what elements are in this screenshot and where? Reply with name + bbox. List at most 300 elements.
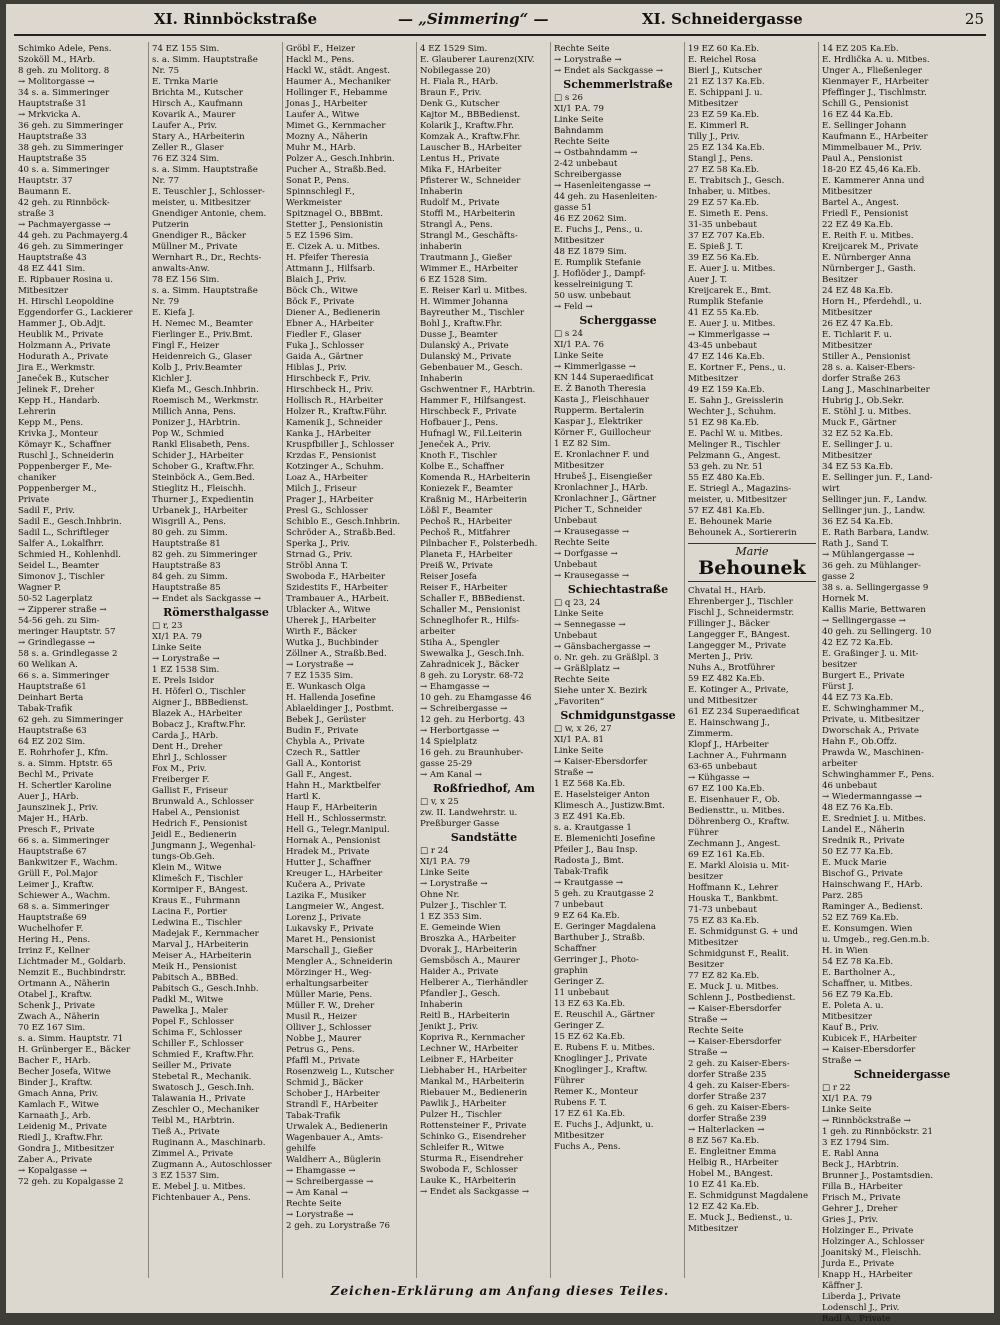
directory-line: E. Trabitsch J., Gesch. — [688, 176, 785, 186]
directory-line: 39 EZ 56 Ka.Eb. — [688, 253, 760, 263]
directory-line: Riedl J., Kraftw.Fhr. — [18, 1133, 104, 1143]
directory-line: 50 usw. unbebaut — [554, 291, 631, 301]
directory-line: 16 geh. zu Braunhuber- — [420, 748, 524, 758]
directory-line: Straße → — [688, 1015, 728, 1025]
directory-line: Klopf J., HArbeiter — [688, 740, 769, 750]
directory-line: Madejak F., Kernmacher — [152, 929, 259, 939]
directory-line: → Endet als Sackgasse → — [420, 1187, 530, 1197]
directory-line: Reitl B., HArbeiterin — [420, 1011, 510, 1021]
directory-line: Fichtenbauer A., Pens. — [152, 1193, 251, 1203]
directory-line: Wirth F., Bäcker — [286, 627, 357, 637]
column-4 — [420, 44, 548, 1266]
directory-line: → Gänsbachergasse → — [554, 642, 651, 652]
directory-line: E. Auer J. u. Mitbes. — [688, 319, 776, 329]
directory-line: Filla B., HArbeiter — [822, 1182, 903, 1192]
directory-line: Houska T., Bankbmt. — [688, 894, 779, 904]
directory-line: Schiller F., Schlosser — [152, 1039, 244, 1049]
directory-page — [6, 4, 994, 1324]
directory-line: 32 EZ 52 Ka.Eb. — [822, 429, 894, 439]
directory-line: Geringer Z. — [554, 977, 605, 987]
directory-line: Mitbesitzer — [554, 461, 604, 471]
directory-line: Schenk J., Private — [18, 1001, 95, 1011]
directory-line: Brichta M., Kutscher — [152, 88, 243, 98]
directory-line: H. Nemec M., Beamter — [152, 319, 253, 329]
directory-line: Padkl M., Witwe — [152, 995, 224, 1005]
directory-line: Mitbesitzer — [554, 236, 604, 246]
directory-line: Hackl M., Pens. — [286, 55, 355, 65]
directory-line: 48 EZ 1879 Sim. — [554, 247, 627, 257]
directory-line: Haumer A., Mechaniker — [286, 77, 391, 87]
directory-line: Hutter J., Schaffner — [286, 858, 372, 868]
directory-line: Popel F., Schlosser — [152, 1017, 234, 1027]
directory-line: Schwinghammer F., Pens. — [822, 770, 935, 780]
directory-line: E. Ż Banoth Theresia — [554, 384, 647, 394]
directory-line: „Favoriten“ — [554, 697, 605, 707]
directory-line: Haider A., Private — [420, 967, 499, 977]
directory-line: Tabak-Trafik — [554, 867, 609, 877]
directory-line: 53 geh. zu Nr. 51 — [688, 462, 764, 472]
directory-line: E. Cizek A. u. Mitbes. — [286, 242, 381, 252]
directory-line: Hirschbeck F., Private — [420, 407, 517, 417]
directory-line: E. Tichlarit F. u. — [822, 330, 892, 340]
directory-line: □ r, 23 — [152, 621, 183, 631]
directory-line: Gemsbösch A., Maurer — [420, 956, 520, 966]
directory-line: besitzer — [822, 660, 857, 670]
directory-line: Ruschl J., Schneiderin — [18, 451, 114, 461]
directory-line: E. Hainschwang J., — [688, 718, 770, 728]
directory-line: Komzak A., Kraftw.Fhr. — [420, 132, 521, 142]
directory-line: Meiser A., HArbeiterin — [152, 951, 252, 961]
directory-line: 78 EZ 156 Sim. — [152, 275, 220, 285]
directory-line: Krivka J., Monteur — [18, 429, 98, 439]
directory-line: 69 EZ 161 Ka.Eb. — [688, 850, 765, 860]
directory-line: Langegger F., BAngest. — [688, 630, 790, 640]
header-center: — „Simmering“ — — [398, 10, 549, 28]
directory-line: Loaz A., HArbeiter — [286, 473, 368, 483]
directory-line: Kreijcarek M., Private — [822, 242, 919, 252]
column-divider — [416, 42, 417, 1278]
directory-line: Stangl J., Pens. — [688, 154, 754, 164]
directory-line: Rechte Seite — [688, 1026, 744, 1036]
directory-line: Rupperm. Bertalerin — [554, 406, 645, 416]
directory-line: 5 EZ 1596 Sim. — [286, 231, 354, 241]
directory-line: Sellinger jun. J., Landw. — [822, 506, 926, 516]
directory-line: Ehrenberger J., Tischler — [688, 597, 793, 607]
directory-line: Holzinger E., Private — [822, 1226, 914, 1236]
directory-line: Urwalek A., Bedienerin — [286, 1122, 388, 1132]
directory-line: Tabak-Trafik — [286, 1111, 341, 1121]
directory-line: 3 EZ 491 Ka.Eb. — [554, 812, 626, 822]
directory-line: Hirschbeck H., Priv. — [286, 385, 374, 395]
directory-line: Kepp H., Handarb. — [18, 396, 100, 406]
directory-line: Mika F., HArbeiter — [420, 165, 502, 175]
directory-line: Majer H., HArb. — [18, 814, 89, 824]
directory-line: → Kaiser-Ebersdorfer — [822, 1045, 916, 1055]
directory-line: Gerringer J., Photo- — [554, 955, 639, 965]
directory-line: s. a. Krautgasse 1 — [554, 823, 632, 833]
directory-line: Waldherr A., Büglerin — [286, 1155, 382, 1165]
directory-line: Jaunszinek J., Priv. — [18, 803, 99, 813]
directory-line: → Sellingergasse → — [822, 616, 906, 626]
directory-line: Laufer A., Witwe — [286, 110, 360, 120]
directory-line: Schmid J., Bäcker — [286, 1078, 363, 1088]
directory-line: Kraßnig M., HArbeiterin — [420, 495, 527, 505]
directory-line: Knapp H., HArbeiter — [822, 1270, 913, 1280]
directory-line: Parz. 285 — [822, 891, 864, 901]
directory-line: Jungmann J., Wegenhal- — [152, 841, 256, 851]
directory-line: Bartel A., Angest. — [822, 198, 899, 208]
directory-line: Geringer Z. — [554, 1021, 605, 1031]
directory-line: Schneglhofer R., Hilfs- — [420, 616, 520, 626]
directory-line: Mitbesitzer — [688, 938, 738, 948]
directory-line: Presch F., Private — [18, 825, 95, 835]
directory-line: H. Grünberger E., Bäcker — [18, 1045, 131, 1055]
directory-line: Hauptstraße 83 — [152, 561, 221, 571]
directory-line: E. Spieß J. T. — [688, 242, 743, 252]
directory-line: 40 s. a. Simmeringer — [18, 165, 110, 175]
directory-line: Mitbesitzer — [822, 341, 872, 351]
directory-line: 31-35 unbebaut — [688, 220, 757, 230]
directory-line: Lodenschl J., Priv. — [822, 1303, 900, 1313]
directory-line: 80 geh. zu Simm. — [152, 528, 228, 538]
directory-line: erhaltungsarbeiter — [286, 979, 369, 989]
directory-line: Hauptstraße 63 — [18, 726, 87, 736]
directory-line: Millich Anna, Pens. — [152, 407, 236, 417]
directory-line: Mitbesitzer — [822, 1012, 872, 1022]
directory-line: Salfer A., Lokalfhrr. — [18, 539, 104, 549]
directory-line: Haup F., HArbeiterin — [286, 803, 378, 813]
directory-line: Planeta F., HArbeiter — [420, 550, 513, 560]
directory-line: Wuchelhofer F. — [18, 924, 84, 934]
directory-line: KN 144 Superaedificat — [554, 373, 654, 383]
directory-line: E. Kronlachner F. und — [554, 450, 650, 460]
directory-line: Nemzit E., Buchbindrstr. — [18, 968, 127, 978]
directory-line: Rechte Seite — [554, 137, 610, 147]
directory-line: Pucher A., Straßb.Bed. — [286, 165, 387, 175]
directory-line: → Herbortgasse → — [420, 726, 500, 736]
directory-line: Holzer R., Kraftw.Führ. — [286, 407, 387, 417]
directory-line: Private, u. Mitbesitzer — [822, 715, 920, 725]
directory-line: Hammer J., Ob.Adjt. — [18, 319, 106, 329]
directory-line: Strandl F., HArbeiter — [286, 1100, 378, 1110]
directory-line: Klein M., Witwe — [152, 863, 222, 873]
directory-line: Radl A., Private — [822, 1314, 891, 1324]
directory-line: Böck F., Private — [286, 297, 355, 307]
directory-line: 46 EZ 2062 Sim. — [554, 214, 627, 224]
directory-line: → Kaiser-Ebersdorfer — [688, 1037, 782, 1047]
directory-line: Braun F., Priv. — [420, 88, 482, 98]
directory-line: Sonat P., Pens. — [286, 176, 350, 186]
directory-line: E. Markl Aloisia u. Mit- — [688, 861, 790, 871]
directory-line: Rottensteiner F., Private — [420, 1121, 527, 1131]
directory-line: Spitznagel O., BBBmt. — [286, 209, 383, 219]
directory-line: Binder J., Kraftw. — [18, 1078, 93, 1088]
directory-line: Nr. 77 — [152, 176, 180, 186]
directory-line: 36 geh. zu Mühlanger- — [822, 561, 921, 571]
directory-line: E. Eisenhauer F., Ob. — [688, 795, 781, 805]
directory-line: Trautmann J., Gießer — [420, 253, 512, 263]
directory-line: Grüll F., Pol.Major — [18, 869, 98, 879]
directory-line: Zeller R., Glaser — [152, 143, 224, 153]
directory-line: Teibl M., HArbtrin. — [152, 1116, 235, 1126]
directory-line: → Ehamgasse → — [286, 1166, 356, 1176]
street-heading: Scherggasse — [579, 314, 657, 327]
directory-line: 49 EZ 159 Ka.Eb. — [688, 385, 765, 395]
directory-line: Müllner M., Private — [152, 242, 238, 252]
directory-line: Bebek J., Gerüster — [286, 715, 366, 725]
directory-line: straße 3 — [18, 209, 55, 219]
directory-line: E. Hrdlička A. u. Mitbes. — [822, 55, 930, 65]
column-1 — [18, 44, 146, 1266]
directory-line: Reiser F., HArbeiter — [420, 583, 508, 593]
directory-line: E. Muck J., Bedienst., u. — [688, 1213, 793, 1223]
directory-line: Gehrer J., Dreher — [822, 1204, 898, 1214]
directory-line: 54-56 geh. zu Sim- — [18, 616, 100, 626]
directory-line: Jenikt J., Priv. — [420, 1022, 479, 1032]
directory-line: dorfer Straße 239 — [688, 1114, 767, 1124]
directory-line: Unbebaut — [554, 516, 597, 526]
directory-line: Inhaberin — [420, 374, 463, 384]
directory-line: 16 EZ 44 Ka.Eb. — [822, 110, 894, 120]
directory-line: Lacina F., Portier — [152, 907, 227, 917]
directory-line: 10 geh. zu Ehamgasse 46 — [420, 693, 532, 703]
directory-line: → Wiedermanngasse → — [822, 792, 922, 802]
directory-line: Carda J., HArb. — [152, 731, 219, 741]
directory-line: Blazek A., HArbeiter — [152, 709, 242, 719]
directory-line: J. Hoflöder J., Dampf- — [554, 269, 646, 279]
directory-line: E. Pachl W. u. Mitbes. — [688, 429, 783, 439]
directory-line: E. Rath Barbara, Landw. — [822, 528, 930, 538]
directory-line: 44 geh. zu Pachmayerg.4 — [18, 231, 128, 241]
directory-line: Unger A., Fließenleger — [822, 66, 923, 76]
directory-line: E. Graßinger J. u. Mit- — [822, 649, 919, 659]
directory-line: Mitbesitzer — [688, 99, 738, 109]
directory-line: 8 EZ 567 Ka.Eb. — [688, 1136, 760, 1146]
directory-line: Schober J., HArbeiter — [286, 1089, 380, 1099]
directory-line: → Krausegasse → — [554, 527, 630, 537]
directory-line: o. Nr. geh. zu Gräßlpl. 3 — [554, 653, 659, 663]
directory-line: Sperka J., Priv. — [286, 539, 350, 549]
directory-line: Zeschler O., Mechaniker — [152, 1105, 260, 1115]
directory-line: Talawania H., Private — [152, 1094, 246, 1104]
directory-line: Bierl J., Kutscher — [688, 66, 762, 76]
street-heading: Schemmerlstraße — [563, 78, 673, 91]
directory-line: Habel A., Pensionist — [152, 808, 240, 818]
directory-line: Srednik R., Private — [822, 836, 905, 846]
directory-line: → Feld → — [554, 302, 593, 312]
directory-line: 2-42 unbebaut — [554, 159, 618, 169]
advertisement — [688, 543, 816, 582]
directory-line: E. Kammerer Anna und — [822, 176, 925, 186]
directory-line: Putzerin — [152, 220, 189, 230]
directory-line: Lukavsky F., Private — [286, 924, 374, 934]
directory-line: Schider J., HArbeiter — [152, 451, 244, 461]
directory-line: Schiewer A., Wachm. — [18, 891, 111, 901]
directory-line: Stiller A., Pensionist — [822, 352, 911, 362]
directory-line: Landel E., Näherin — [822, 825, 905, 835]
directory-line: Heidenreich G., Glaser — [152, 352, 252, 362]
directory-line: Poppenberger M., — [18, 484, 97, 494]
directory-line: E. Reith F. u. Mitbes. — [822, 231, 914, 241]
directory-line: Helberer A., Tierhändler — [420, 978, 528, 988]
directory-line: Lauscher B., HArbeiter — [420, 143, 522, 153]
directory-line: Pfeffinger J., Tischlmstr. — [822, 88, 927, 98]
street-heading: Schiechtastraße — [567, 583, 669, 596]
directory-line: Pawelka J., Maler — [152, 1006, 228, 1016]
directory-line: 60 Welikan A. — [18, 660, 78, 670]
directory-line: kesselreinigung T. — [554, 280, 634, 290]
directory-line: 77 EZ 82 Ka.Eb. — [688, 971, 760, 981]
directory-line: 70 EZ 167 Sim. — [18, 1023, 86, 1033]
directory-line: XI/1 P.A. 79 — [152, 632, 202, 642]
directory-line: arbeiter — [822, 759, 858, 769]
directory-line: H. Wimmer Johanna — [420, 297, 509, 307]
directory-line: → Halterlacken → — [688, 1125, 765, 1135]
directory-line: s. a. Simm. Hauptstraße — [152, 286, 258, 296]
directory-line: Brunner J., Postamtsdien. — [822, 1171, 934, 1181]
directory-line: Diener A., Bedienerin — [286, 308, 381, 318]
directory-line: 61 EZ 234 Superaedificat — [688, 707, 800, 717]
directory-line: 5 geh. zu Krautgasse 2 — [554, 889, 654, 899]
directory-line: Pfisterer W., Schneider — [420, 176, 521, 186]
directory-line: Linke Seite — [554, 746, 604, 756]
advertisement-main: Behounek — [698, 557, 806, 579]
directory-line: Dulanský A., Private — [420, 341, 509, 351]
directory-line: Hodurath A., Private — [18, 352, 109, 362]
directory-line: Nobbe J., Maurer — [286, 1034, 362, 1044]
directory-line: Trambauer A., HArbeit. — [286, 594, 389, 604]
directory-line: Schaller M., Pensionist — [420, 605, 521, 615]
directory-line: Unbebaut — [554, 631, 597, 641]
directory-line: Kasta J., Fleischhauer — [554, 395, 649, 405]
directory-line: Ponizer J., HArbtrin. — [152, 418, 241, 428]
directory-line: Pilnbacher F., Polsterbedh. — [420, 539, 538, 549]
directory-line: Kömayr K., Schaffner — [18, 440, 112, 450]
directory-line: Langegger M., Private — [688, 641, 787, 651]
directory-line: Auer J., HArb. — [18, 792, 79, 802]
directory-line: Hedrich F., Pensionist — [152, 819, 248, 829]
directory-line: Zwach A., Näherin — [18, 1012, 100, 1022]
directory-line: Schmied H., Kohlenhdl. — [18, 550, 121, 560]
directory-line: Besitzer — [688, 960, 724, 970]
directory-line: → Kaiser-Ebersdorfer — [554, 757, 648, 767]
directory-line: → Schreibergasse → — [286, 1177, 374, 1187]
directory-line: Schmied F., Kraftw.Fhr. — [152, 1050, 255, 1060]
directory-line: Kormiper F., BAngest. — [152, 885, 248, 895]
directory-line: Gondra J., Mitbesitzer — [18, 1144, 114, 1154]
directory-line: Schiblo E., Gesch.Inhbrin. — [286, 517, 401, 527]
directory-line: 1 EZ 353 Sim. — [420, 912, 482, 922]
directory-line: Nr. 75 — [152, 66, 180, 76]
directory-line: Sadil F., Priv. — [18, 506, 75, 516]
directory-line: Pulzer J., Tischler T. — [420, 901, 507, 911]
directory-line: Gnendiger Antonie, chem. — [152, 209, 267, 219]
directory-line: Kallis Marie, Bettwaren — [822, 605, 926, 615]
directory-line: 74 EZ 155 Sim. — [152, 44, 220, 54]
directory-line: Mimet G., Kernmacher — [286, 121, 386, 131]
directory-line: Gschwentner F., HArbtrin. — [420, 385, 536, 395]
directory-line: Schober G., Kraftw.Fhr. — [152, 462, 255, 472]
directory-line: Behounek A., Sortiererin — [688, 528, 797, 538]
directory-line: s. a. Simm. Hauptstr. 71 — [18, 1034, 124, 1044]
directory-line: Horn H., Pferdehdl., u. — [822, 297, 922, 307]
directory-line: Bacher F., HArb. — [18, 1056, 91, 1066]
directory-line: 41 EZ 55 Ka.Eb. — [688, 308, 760, 318]
directory-line: Kraus E., Fuhrmann — [152, 896, 241, 906]
directory-line: Kauf B., Priv. — [822, 1023, 879, 1033]
directory-line: 55 EZ 480 Ka.Eb. — [688, 473, 765, 483]
directory-line: Sellinger jun. F., Landw. — [822, 495, 928, 505]
directory-line: Denk G., Kutscher — [420, 99, 500, 109]
directory-line: → Mühlangergasse → — [822, 550, 915, 560]
directory-line: Zimmerm. — [688, 729, 734, 739]
directory-line: meister, u. Mitbesitzer — [688, 495, 787, 505]
directory-line: Blaich J., Priv. — [286, 275, 347, 285]
directory-line: Hering H., Pens. — [18, 935, 91, 945]
directory-line: Zechmann J., Angest. — [688, 839, 781, 849]
directory-line: Schröder A., Straßb.Bed. — [286, 528, 396, 538]
directory-line: Rechte Seite — [554, 675, 610, 685]
directory-line: Klimesch A., Justizw.Bmt. — [554, 801, 665, 811]
directory-line: 42 EZ 72 Ka.Eb. — [822, 638, 894, 648]
directory-line: Gries J., Priv. — [822, 1215, 879, 1225]
directory-line: Lentus H., Private — [420, 154, 500, 164]
directory-line: Zaber A., Private — [18, 1155, 93, 1165]
directory-line: Seidel L., Beamter — [18, 561, 100, 571]
directory-line: Presl G., Schlosser — [286, 506, 368, 516]
directory-line: Pop W., Schmied — [152, 429, 225, 439]
directory-line: Seiller M., Private — [152, 1061, 232, 1071]
directory-line: Mitbesitzer — [688, 374, 738, 384]
directory-line: Kaufmann E., HArbeiter — [822, 132, 928, 142]
directory-line: chaniker — [18, 473, 57, 483]
directory-line: Rubens F. T. — [554, 1098, 607, 1108]
directory-line: Pelzmann G., Angest. — [688, 451, 781, 461]
directory-line: Rudolf M., Private — [420, 198, 500, 208]
directory-line: anwalts-Anw. — [152, 264, 210, 274]
directory-line: Deinhart Berta — [18, 693, 84, 703]
directory-line: Fox M., Priv. — [152, 764, 207, 774]
directory-line: Merten J., Priv. — [688, 652, 753, 662]
directory-line: 22 EZ 49 Ka.Eb. — [822, 220, 894, 230]
directory-line: H. Fiala R., HArb. — [420, 77, 499, 87]
directory-line: Chvatal H., HArb. — [688, 586, 766, 596]
directory-line: 68 s. a. Simmeringer — [18, 902, 110, 912]
directory-line: Bediensttr., u. Mitbes. — [688, 806, 785, 816]
directory-line: → Endet als Sackgasse → — [152, 594, 262, 604]
directory-line: Bobacz J., Kraftw.Fhr. — [152, 720, 246, 730]
directory-line: E. Mebel J. u. Mitbes. — [152, 1182, 246, 1192]
directory-line: Mankal M., HArbeiterin — [420, 1077, 525, 1087]
directory-line: Beck J., HArbtrin. — [822, 1160, 900, 1170]
directory-line: Schima F., Schlosser — [152, 1028, 242, 1038]
directory-line: besitzer — [688, 872, 723, 882]
directory-line: Pabitsch A., BBBed. — [152, 973, 239, 983]
directory-line: Dvorak J., HArbeiterin — [420, 945, 518, 955]
directory-line: Gallist F., Friseur — [152, 786, 228, 796]
directory-line: Ublacker A., Witwe — [286, 605, 371, 615]
directory-line: arbeiter — [420, 627, 456, 637]
column-divider — [684, 42, 685, 1278]
directory-line: → Kimmerlgasse → — [554, 362, 636, 372]
directory-line: Hollinger F., Hebamme — [286, 88, 388, 98]
directory-line: Friedl F., Pensionist — [822, 209, 909, 219]
directory-line: Körner F., Guillocheur — [554, 428, 651, 438]
column-5 — [554, 44, 682, 1266]
directory-line: □ q 23, 24 — [554, 598, 601, 608]
directory-line: 76 EZ 324 Sim. — [152, 154, 220, 164]
directory-line: Heublik M., Private — [18, 330, 104, 340]
